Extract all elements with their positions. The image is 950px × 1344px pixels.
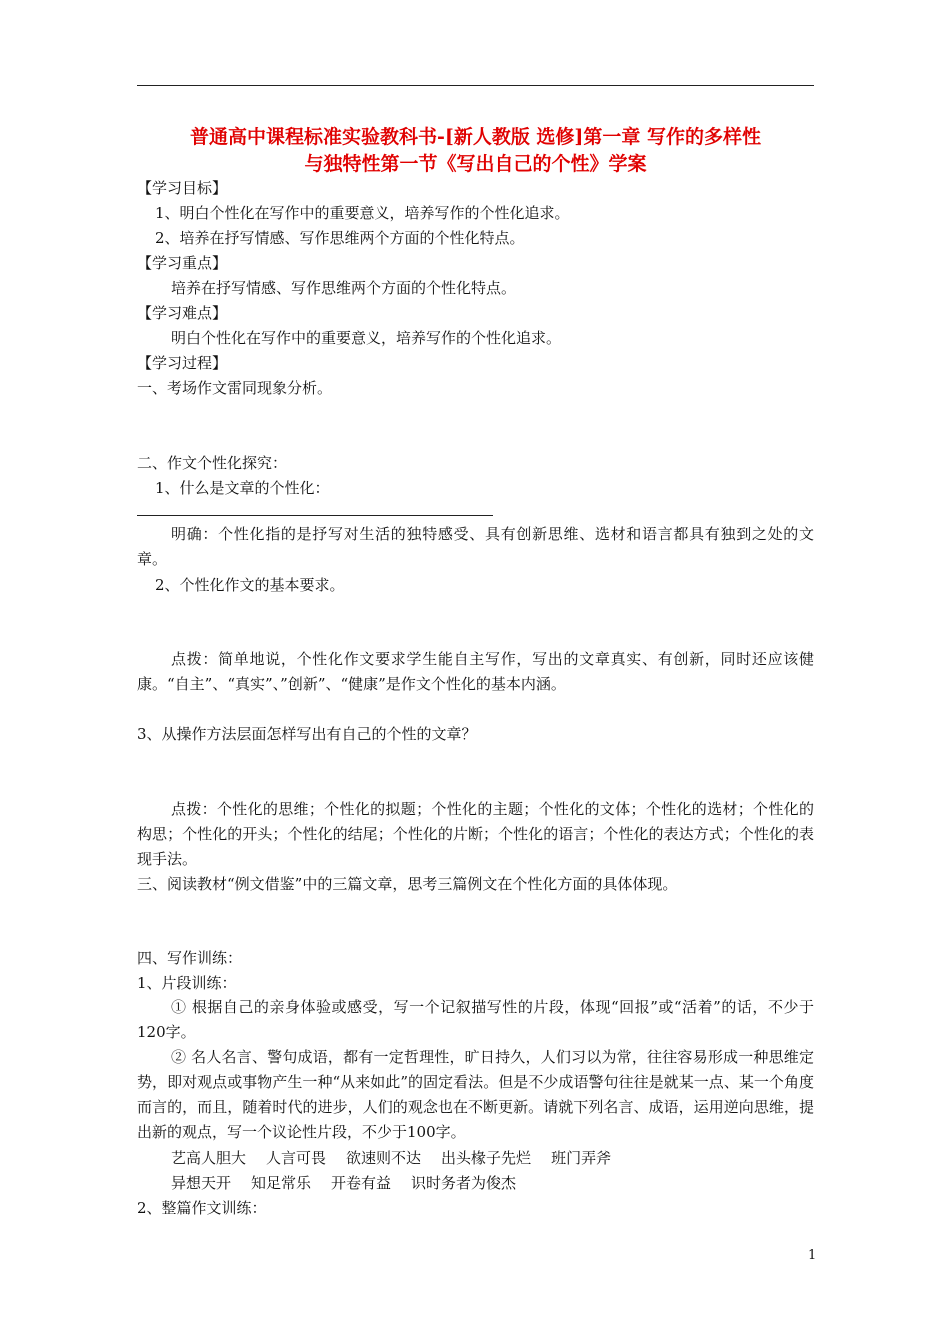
idioms-row-2 bbox=[171, 1173, 536, 1193]
idiom: 识时务者为俊杰 bbox=[411, 1174, 517, 1192]
goal-item-1: 1、明白个性化在写作中的重要意义，培养写作的个性化追求。 bbox=[155, 204, 570, 222]
key-heading: 【学习重点】 bbox=[137, 254, 228, 272]
section-3-heading: 三、阅读教材“例文借鉴”中的三篇文章，思考三篇例文在个性化方面的具体体现。 bbox=[137, 875, 678, 893]
idiom: 班门弄斧 bbox=[551, 1149, 612, 1167]
idioms-row-1 bbox=[171, 1148, 631, 1168]
page-number: 1 bbox=[808, 1248, 817, 1263]
idiom: 开卷有益 bbox=[331, 1174, 392, 1192]
question-1: 1、什么是文章的个性化： bbox=[155, 479, 330, 497]
difficulty-text: 明白个性化在写作中的重要意义，培养写作的个性化追求。 bbox=[171, 329, 562, 347]
key-text: 培养在抒写情感、写作思维两个方面的个性化特点。 bbox=[171, 279, 517, 297]
title-line-2: 与独特性第一节《写出自己的个性》学案 bbox=[304, 153, 647, 175]
training-1-item-b: ② 名人名言、警句成语，都有一定哲理性，旷日持久，人们习以为常，往往容易形成一种思维定势，即对观点或事物产生一种“从来如此”的固定看法。但是不少成语警句往往是就某一点、某一个角度而言的，而且，随着时代的进步，人们的观念也在不断更新。请就下列名言、成语，运用逆向思维，提出新的观点，写一个议论性片段，不少于100字。 bbox=[137, 1048, 814, 1141]
goal-heading: 【学习目标】 bbox=[137, 179, 228, 197]
training-1-item-a: ① 根据自己的亲身体验或感受，写一个记叙描写性的片段，体现“回报”或“活着”的话，不少于120字。 bbox=[137, 998, 814, 1041]
clarify-paragraph: 明确：个性化指的是抒写对生活的独特感受、具有创新思维、选材和语言都具有独到之处的文章。 bbox=[137, 525, 814, 568]
process-heading: 【学习过程】 bbox=[137, 354, 228, 372]
idiom: 欲速则不达 bbox=[346, 1149, 422, 1167]
document-title bbox=[137, 124, 814, 178]
answer-blank-line bbox=[137, 515, 493, 516]
hint-paragraph-1: 点拨：简单地说，个性化作文要求学生能自主写作，写出的文章真实、有创新，同时还应该健康。“自主”、“真实”、”创新”、“健康”是作文个性化的基本内涵。 bbox=[137, 650, 814, 693]
question-3: 3、从操作方法层面怎样写出有自己的个性的文章？ bbox=[137, 725, 477, 743]
idiom: 出头椽子先烂 bbox=[441, 1149, 532, 1167]
title-line-1: 普通高中课程标准实验教科书-[新人教版 选修]第一章 写作的多样性 bbox=[189, 126, 762, 148]
section-2-heading: 二、作文个性化探究： bbox=[137, 454, 288, 472]
hint-paragraph-2: 点拨：个性化的思维；个性化的拟题；个性化的主题；个性化的文体；个性化的选材；个性化的构思；个性化的开头；个性化的结尾；个性化的片断；个性化的语言；个性化的表达方式；个性化的表现手法。 bbox=[137, 800, 814, 868]
training-2-heading: 2、整篇作文训练： bbox=[137, 1199, 267, 1217]
idiom: 艺高人胆大 bbox=[171, 1149, 247, 1167]
header-rule bbox=[137, 85, 814, 86]
idiom: 异想天开 bbox=[171, 1174, 232, 1192]
training-1-heading: 1、片段训练： bbox=[137, 974, 237, 992]
idiom: 人言可畏 bbox=[266, 1149, 327, 1167]
section-1-heading: 一、考场作文雷同现象分析。 bbox=[137, 379, 333, 397]
section-4-heading: 四、写作训练： bbox=[137, 949, 243, 967]
goal-item-2: 2、培养在抒写情感、写作思维两个方面的个性化特点。 bbox=[155, 229, 525, 247]
idiom: 知足常乐 bbox=[251, 1174, 312, 1192]
difficulty-heading: 【学习难点】 bbox=[137, 304, 228, 322]
question-2: 2、个性化作文的基本要求。 bbox=[155, 576, 345, 594]
